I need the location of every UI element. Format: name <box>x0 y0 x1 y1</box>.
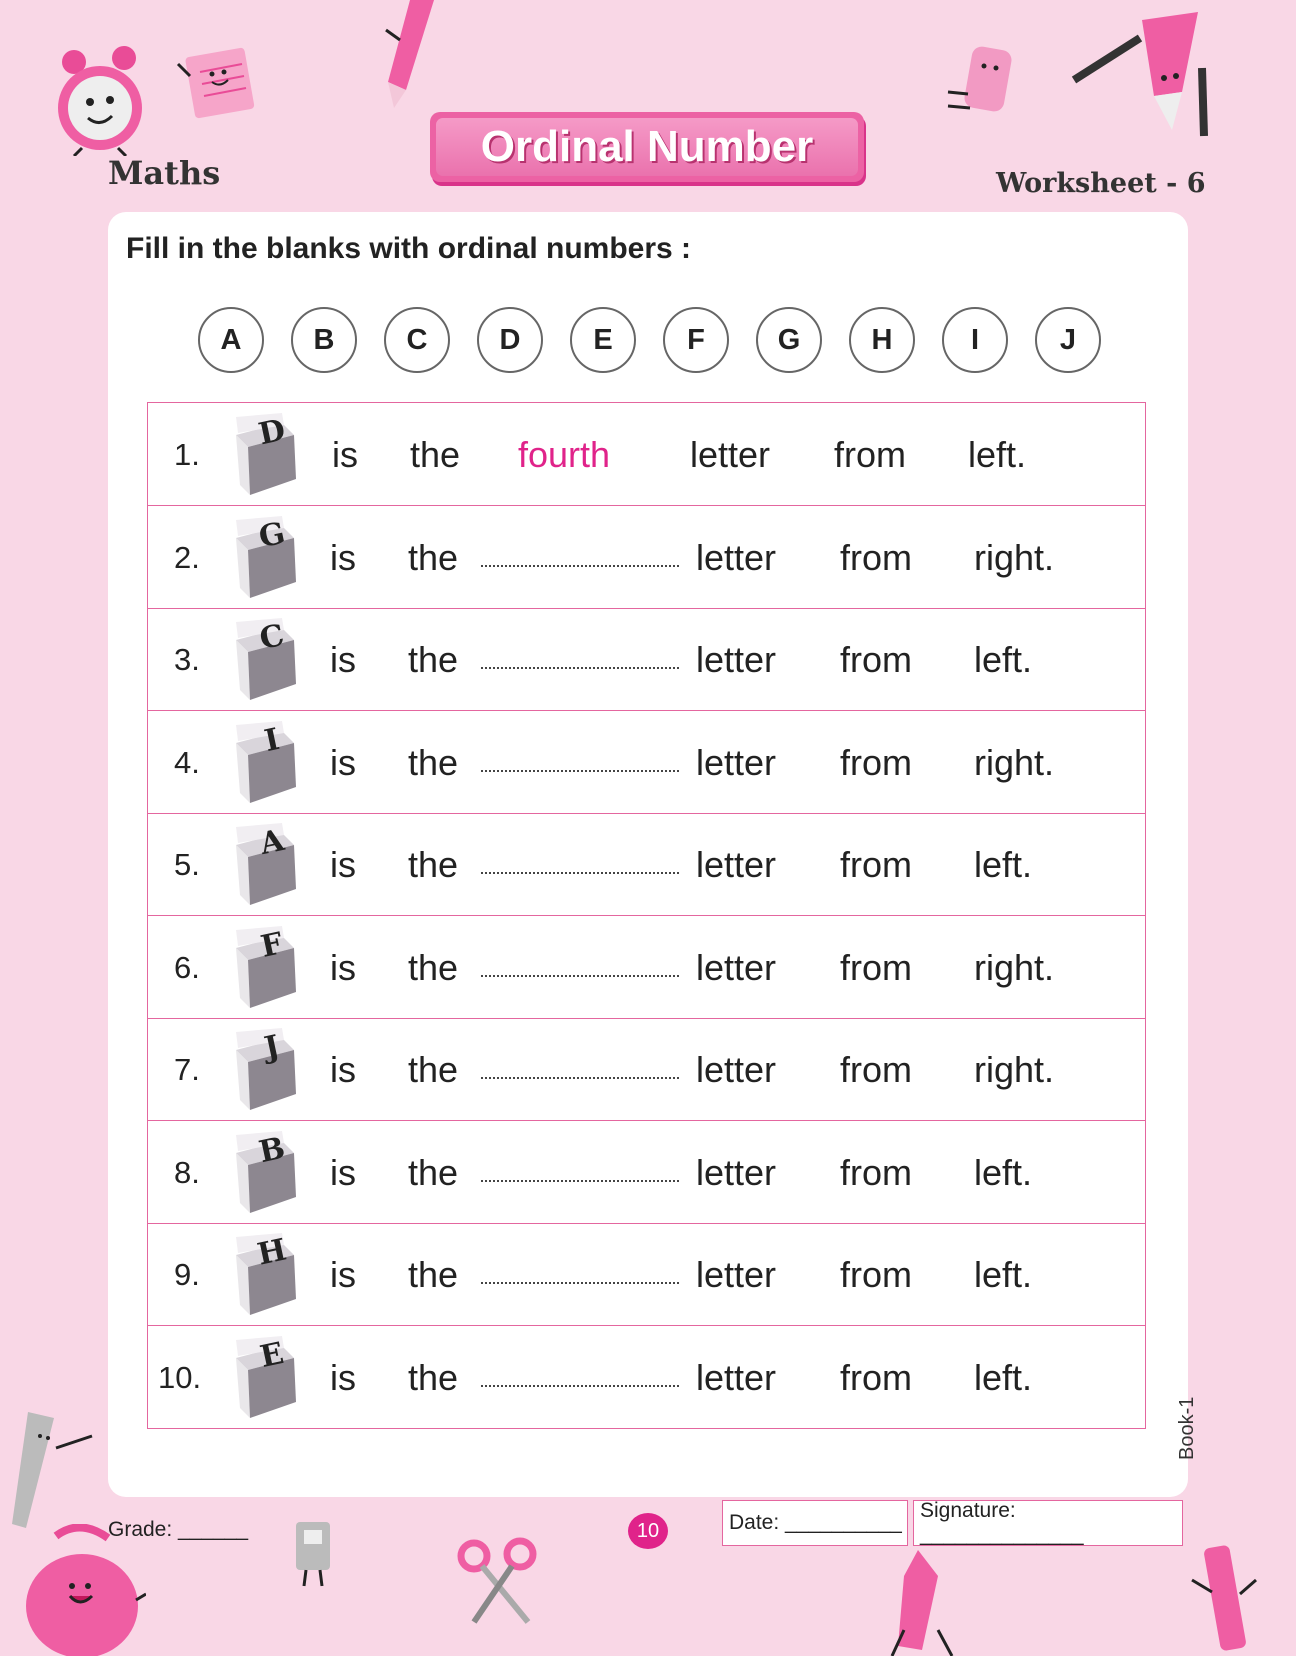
direction-text: right. <box>974 1049 1055 1090</box>
word-from: from <box>840 844 912 885</box>
exercise-row <box>148 608 1145 711</box>
word-is: is <box>330 844 356 885</box>
row-number: 9. <box>174 1257 200 1292</box>
scissors-icon <box>456 1536 540 1626</box>
block-letter: C <box>256 617 288 658</box>
exercise-row <box>148 711 1145 814</box>
letter-circle: F <box>663 307 729 373</box>
letter-circle: B <box>291 307 357 373</box>
row-number: 1. <box>174 437 200 472</box>
signature-label: Signature: ______________ <box>920 1499 1084 1546</box>
direction-text: left. <box>968 434 1027 475</box>
word-letter: letter <box>696 844 777 885</box>
letter-block-icon <box>232 1336 302 1420</box>
exercise-row <box>148 403 1145 506</box>
direction-text: right. <box>974 741 1055 783</box>
word-the: the <box>408 844 459 885</box>
direction-text: left. <box>974 844 1033 885</box>
exercise-table <box>147 402 1146 1429</box>
word-from: from <box>840 946 912 988</box>
word-letter: letter <box>696 1254 777 1295</box>
answer-blank[interactable] <box>481 667 679 669</box>
letter-circle: I <box>942 307 1008 373</box>
answer-blank[interactable] <box>481 975 679 977</box>
word-is: is <box>330 1356 356 1398</box>
block-letter: E <box>257 1335 287 1375</box>
word-from: from <box>840 741 912 783</box>
block-letter: D <box>255 412 289 453</box>
row-number: 5. <box>174 847 200 882</box>
row-number: 7. <box>174 1052 200 1087</box>
answer-blank[interactable] <box>481 872 679 874</box>
row-number: 6. <box>174 949 200 985</box>
word-from: from <box>840 536 912 578</box>
word-from: from <box>840 1254 912 1295</box>
direction-text: left. <box>974 1356 1033 1398</box>
word-letter: letter <box>696 946 777 988</box>
block-letter: A <box>256 822 288 863</box>
answer-blank[interactable] <box>481 1077 679 1079</box>
word-letter: letter <box>696 536 777 578</box>
worksheet-number: Worksheet - 6 <box>996 168 1206 199</box>
letter-block-icon <box>232 1028 302 1112</box>
letter-circle: G <box>756 307 822 373</box>
block-letter: B <box>255 1130 289 1170</box>
block-letter: I <box>261 721 283 759</box>
exercise-row <box>148 916 1145 1019</box>
ruler-character-icon <box>8 1408 94 1532</box>
row-number: 4. <box>174 744 200 780</box>
eraser-character-icon <box>944 44 1024 120</box>
word-the: the <box>408 639 459 680</box>
word-is: is <box>330 639 356 680</box>
word-is: is <box>330 946 356 988</box>
subject-label: Maths <box>108 154 221 192</box>
answer-blank[interactable] <box>481 1282 679 1284</box>
row-number: 10. <box>158 1359 202 1395</box>
date-field[interactable] <box>722 1500 908 1546</box>
title-banner <box>430 112 864 182</box>
sharpener-character-icon <box>282 1518 344 1590</box>
pen-character-icon <box>1190 1540 1260 1656</box>
direction-text: right. <box>974 946 1055 988</box>
word-is: is <box>330 536 356 578</box>
block-letter: F <box>257 925 287 965</box>
letter-block-icon <box>232 1233 302 1317</box>
row-number: 2. <box>174 539 200 575</box>
word-is: is <box>330 1049 356 1090</box>
date-label: Date: __________ <box>729 1511 902 1534</box>
answer-blank[interactable] <box>481 770 679 772</box>
word-the: the <box>408 1049 459 1090</box>
row-number: 3. <box>174 642 200 677</box>
word-the: the <box>408 1356 459 1398</box>
letter-circles <box>198 307 1138 373</box>
word-the: the <box>408 1254 459 1295</box>
answer-blank[interactable] <box>481 565 679 567</box>
letter-block-icon <box>232 516 302 600</box>
alarm-clock-icon <box>52 44 148 156</box>
letter-block-icon <box>232 413 302 497</box>
exercise-row <box>148 813 1145 916</box>
page-number-badge: 10 <box>628 1513 668 1549</box>
pencil-top-icon <box>380 0 440 110</box>
word-letter: letter <box>696 741 777 783</box>
grade-label[interactable]: Grade: ______ <box>108 1518 249 1541</box>
letter-circle: C <box>384 307 450 373</box>
block-letter: H <box>254 1232 290 1273</box>
word-the: the <box>408 536 459 578</box>
letter-circle: E <box>570 307 636 373</box>
direction-text: left. <box>974 1254 1033 1295</box>
letter-circle: D <box>477 307 543 373</box>
letter-block-icon <box>232 926 302 1010</box>
crayon-character-icon <box>882 1546 962 1656</box>
block-letter: J <box>261 1028 283 1067</box>
exercise-row <box>148 1121 1145 1224</box>
word-letter: letter <box>696 1151 777 1193</box>
direction-text: left. <box>974 639 1033 680</box>
word-from: from <box>840 639 912 680</box>
word-from: from <box>840 1049 912 1090</box>
word-letter: letter <box>696 639 777 680</box>
backpack-icon <box>16 1524 146 1656</box>
word-is: is <box>332 434 358 475</box>
letter-block-icon <box>232 721 302 805</box>
signature-field[interactable] <box>913 1500 1183 1546</box>
word-from: from <box>834 434 906 475</box>
word-is: is <box>330 1254 356 1295</box>
block-letter: G <box>255 515 289 555</box>
direction-text: left. <box>974 1151 1033 1193</box>
word-is: is <box>330 1151 356 1193</box>
notepad-character-icon <box>176 44 262 124</box>
direction-text: right. <box>974 536 1055 578</box>
answer-blank[interactable] <box>481 1180 679 1182</box>
pencil-character-icon <box>1070 8 1210 138</box>
page-title: Ordinal Number <box>436 118 858 176</box>
word-letter: letter <box>696 1356 777 1398</box>
answer-text: fourth <box>518 434 611 475</box>
word-the: the <box>408 1151 459 1193</box>
letter-block-icon <box>232 823 302 907</box>
word-the: the <box>408 741 459 783</box>
word-the: the <box>410 434 461 475</box>
row-number: 8. <box>174 1154 200 1190</box>
word-the: the <box>408 946 459 988</box>
word-is: is <box>330 741 356 783</box>
letter-block-icon <box>232 618 302 702</box>
word-letter: letter <box>696 1049 777 1090</box>
exercise-row <box>148 1326 1145 1429</box>
letter-circle: A <box>198 307 264 373</box>
exercise-row <box>148 1018 1145 1121</box>
letter-block-icon <box>232 1131 302 1215</box>
letter-circle: H <box>849 307 915 373</box>
word-letter: letter <box>690 434 771 475</box>
book-tag: Book-1 <box>1176 1396 1198 1460</box>
word-from: from <box>840 1356 912 1398</box>
word-from: from <box>840 1151 912 1193</box>
exercise-row <box>148 1223 1145 1326</box>
answer-blank[interactable] <box>481 1385 679 1387</box>
letter-circle: J <box>1035 307 1101 373</box>
exercise-row <box>148 506 1145 609</box>
instruction-text: Fill in the blanks with ordinal numbers : <box>126 232 692 265</box>
